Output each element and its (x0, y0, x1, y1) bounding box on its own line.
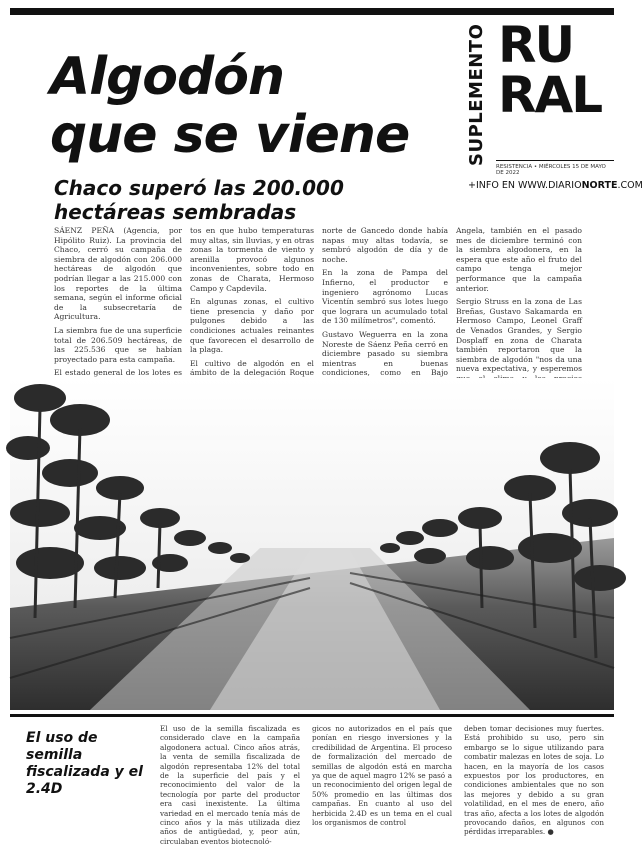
web-prefix: +INFO EN WWW.DIARIO (468, 180, 582, 191)
masthead-title-bottom: RAL (498, 66, 602, 124)
paragraph: La siembra fue de una superficie total de 206.509 hectáreas, de las 225.536 que se habían proyectado para esta campaña. (54, 325, 182, 364)
sidebar-title: El uso de semilla fiscalizada y el 2.4D (26, 730, 143, 797)
supplement-label: SUPLEMENTO (466, 23, 487, 166)
headline-line-2: que se viene (50, 105, 410, 165)
paragraph: El estado general de los lotes es (54, 368, 182, 378)
paragraph: Sergio Struss en la zona de Las Breñas, Gustavo Sakamarda en Hermoso Campo, Leonel Graff de Venados Grandes, y Sergio Dosplaff en zona de Charata también reportaron que la siembra de algodón "nos da una nueva expectativa, y esperemos (456, 297, 582, 374)
paragraph: En la zona de Pampa del Infierno, el productor e ingeniero agrónomo Lucas Vicentín sembró sus lotes luego que lograra un acumulado total de 130 milímetros", comentó. (322, 268, 448, 326)
website-link[interactable] (468, 180, 643, 191)
web-bold: NORTE (581, 180, 618, 191)
article-column-4 (456, 226, 582, 397)
paragraph: SÁENZ PEÑA (Agencia, por Hipólito Ruiz). La provincia del Chaco, cerró su campaña de siembra de algodón con 206.000 hectáreas de algodón que podrían llegar a las 215.000 con los reportes de la última semana, según el informe oficial de la subsecretaría de Agricultura. (54, 226, 182, 322)
sidebar-column-2: gicos no autorizados en el país que ponían en riesgo inversiones y la credibilidad de Argentina. El proceso de formalización del mercado de semillas de algodón está en marcha ya que de aquel magro 12% se pasó a un reconocimiento del origen legal de 50% promedio en las últimas dos campañas. En cuanto al uso del herbicida 2.4D es un tema en el cual los organismos de control (312, 724, 452, 828)
bottom-rule (10, 714, 614, 717)
paragraph: Gustavo Weguerra en la zona Noreste de Sáenz Peña cerró en diciembre pasado su siembra mientras en buenas condiciones, como en Bajo (322, 329, 448, 378)
cotton-field-photo (10, 378, 614, 710)
masthead-title-top: RU (498, 16, 574, 74)
headline (50, 48, 470, 164)
headline-line-1: Algodón (50, 47, 284, 107)
paragraph: norte de Gancedo donde había napas muy altas todavía, se sembró algodón de día y de noche. (322, 226, 448, 264)
article-column-1 (54, 226, 182, 401)
top-rule (10, 8, 614, 15)
paragraph: El cultivo de algodón en el ámbito de la delegación Roque (190, 358, 314, 378)
sidebar-column-1: El uso de la semilla fiscalizada es considerado clave en la campaña algodonera actual. Cinco años atrás, la venta de semilla fiscalizada de algodón representaba 12% del total de la superficie del país y el reconocimiento del valor de la tecnología por parte del productor era casi inexistente. La última variedad en el mercado tenía más de cinco años y la más utilizada diez años de antigüedad, y, peor aún, circulaban eventos biotecnoló- (160, 724, 300, 846)
paragraph: Angela, también en el pasado mes de diciembre terminó con la siembra algodonera, en la espera que este año el fruto del campo tenga mejor performance que la campaña anterior. (456, 226, 582, 293)
web-suffix: .COM (617, 180, 643, 191)
paragraph: tos en que hubo temperaturas muy altas, sin lluvias, y en otras zonas la tormenta de viento y arenilla provocó algunos inconvenientes, sobre todo en zonas de Charata, Hermoso Campo y Capdevila. (190, 226, 314, 293)
paragraph: En algunas zonas, el cultivo tiene presencia y daño por pulgones debido a las condiciones actuales reinantes que favorecen el desarrollo de la plaga. (190, 297, 314, 355)
masthead (462, 16, 614, 178)
subheadline: Chaco superó las 200.000 hectáreas sembradas (54, 176, 344, 224)
newspaper-page (10, 8, 643, 846)
cotton-field-illustration (10, 378, 614, 710)
sidebar-column-3: deben tomar decisiones muy fuertes. Está prohibido su uso, pero sin embargo se lo sigue utilizando para combatir malezas en lotes de soja. Lo hacen, en la mayoría de los casos expuestos por los productores, en condiciones ambientales que no son las mejores y debido a su gran volatilidad, en el mes de enero, año tras año, afecta a los lotes de algodón provocando daños, en algunos con pérdidas irreparables. ● (464, 724, 604, 837)
dateline: RESISTENCIA • MIÉRCOLES 15 DE MAYO DE 2022 (496, 160, 614, 176)
